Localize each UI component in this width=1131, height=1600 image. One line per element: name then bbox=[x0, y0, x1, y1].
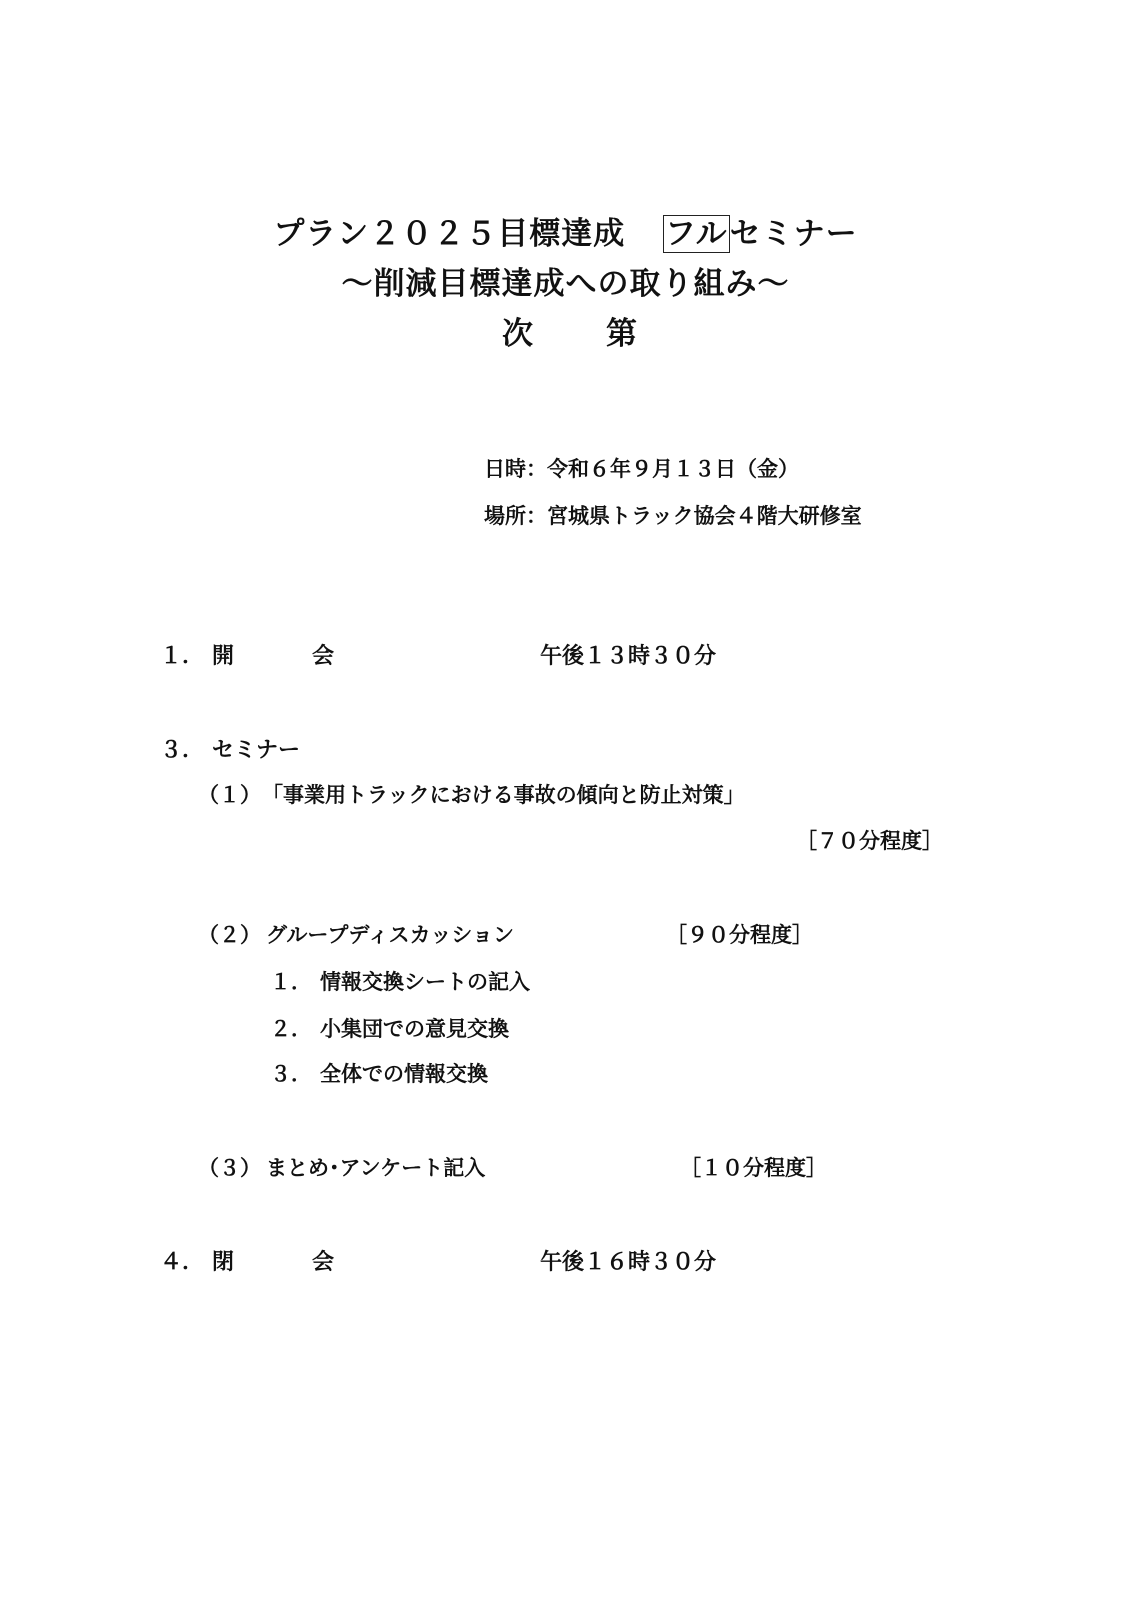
agenda-opening-number: １． bbox=[160, 644, 205, 669]
place-value: 宮城県トラック協会４階大研修室 bbox=[547, 504, 862, 528]
datetime-label: 日時： bbox=[484, 457, 547, 481]
seminar-item-2-label: グループディスカッション bbox=[266, 923, 515, 947]
datetime-line bbox=[484, 453, 799, 483]
discussion-step-2-label: 小集団での意見交換 bbox=[320, 1017, 509, 1041]
agenda-seminar-label: セミナー bbox=[212, 738, 301, 763]
datetime-value: 令和６年９月１３日（金） bbox=[547, 457, 799, 481]
agenda-closing-label-b: 会 bbox=[312, 1250, 335, 1275]
agenda-closing-time: 午後１６時３０分 bbox=[540, 1250, 717, 1275]
agenda-opening-label-b: 会 bbox=[312, 644, 335, 669]
discussion-step-1-number: １． bbox=[270, 970, 312, 994]
place-line bbox=[484, 500, 862, 530]
seminar-item-3-duration: ［１０分程度］ bbox=[680, 1156, 827, 1180]
seminar-item-2-number: （２） bbox=[198, 923, 261, 947]
heading-left-char: 次 bbox=[502, 316, 534, 352]
title-part1: プラン２０２５目標達成 bbox=[273, 216, 626, 252]
discussion-step-1-label: 情報交換シートの記入 bbox=[320, 970, 530, 994]
discussion-step-3-label: 全体での情報交換 bbox=[320, 1062, 488, 1086]
title-boxed-word: フル bbox=[664, 216, 728, 252]
discussion-step-3-number: ３． bbox=[270, 1062, 312, 1086]
agenda-closing-number: ４． bbox=[160, 1250, 205, 1275]
document-title bbox=[0, 208, 1131, 253]
seminar-item-3-number: （３） bbox=[198, 1156, 261, 1180]
seminar-item-3-label: まとめ･アンケート記入 bbox=[266, 1156, 486, 1180]
agenda-seminar-number: ３． bbox=[160, 738, 205, 763]
agenda-closing-label-a: 閉 bbox=[212, 1250, 235, 1275]
discussion-step-2-number: ２． bbox=[270, 1017, 312, 1041]
seminar-item-2-duration: ［９０分程度］ bbox=[666, 923, 813, 947]
seminar-item-1-number: （１） bbox=[198, 783, 261, 807]
title-part2: セミナー bbox=[729, 216, 858, 252]
document-subtitle: ～削減目標達成への取り組み～ bbox=[341, 266, 790, 302]
seminar-item-1-duration: ［７０分程度］ bbox=[796, 829, 943, 853]
seminar-item-1-label: 「事業用トラックにおける事故の傾向と防止対策」 bbox=[262, 783, 745, 807]
place-label: 場所： bbox=[484, 504, 547, 528]
agenda-opening-time: 午後１３時３０分 bbox=[540, 644, 717, 669]
agenda-opening-label-a: 開 bbox=[212, 644, 235, 669]
heading-right-char: 第 bbox=[606, 316, 638, 352]
